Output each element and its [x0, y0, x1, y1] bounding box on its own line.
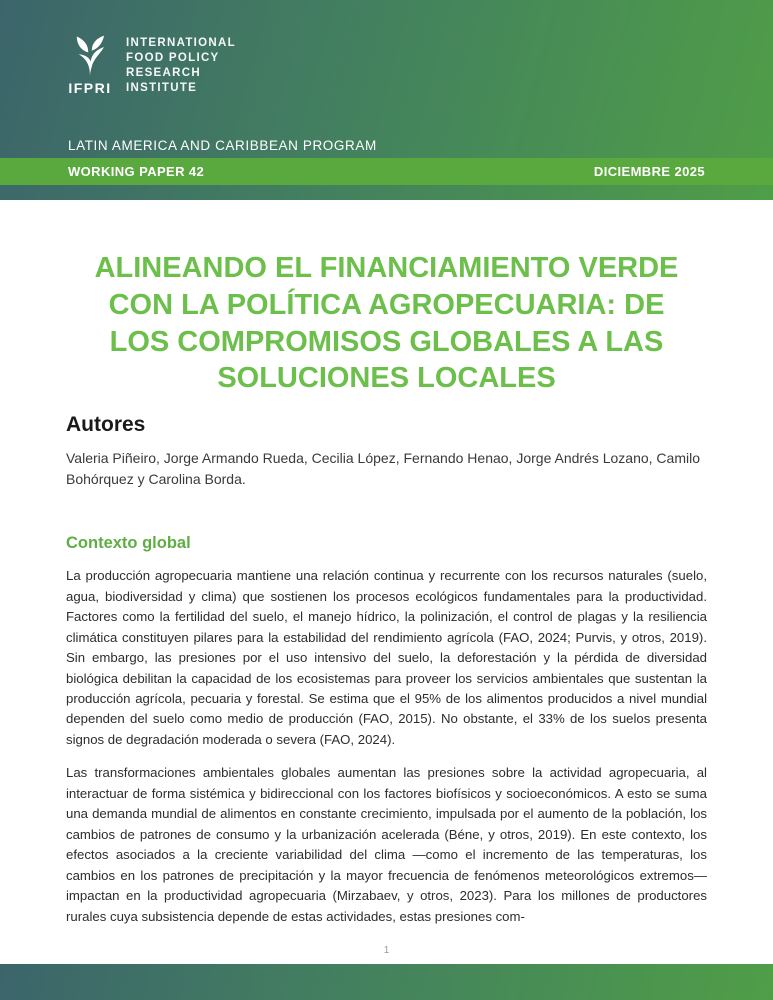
section-heading-contexto-global: Contexto global [66, 534, 191, 553]
ifpri-acronym: IFPRI [68, 80, 112, 96]
org-line-3: RESEARCH [126, 67, 201, 79]
org-line-4: INSTITUTE [126, 82, 198, 94]
title-line-4: SOLUCIONES LOCALES [217, 362, 556, 395]
paragraph-1: La producción agropecuaria mantiene una relación continua y recurrente con los recursos naturales (suelo, agua, biodiversidad y clima) que sostienen los procesos ecológicos fundamentales para la productividad. Factores como la fertilidad del suelo, el manejo hídrico, la polinización, el control de plagas y la resiliencia climática constituyen pilares para la estabilidad del rendimiento agrícola (FAO, 2024; Purvis, y otros, 2019). Sin embargo, las presiones por el uso intensivo del suelo, la deforestación y la pérdida de diversidad biológica debilitan la capacidad de los ecosistemas para proveer los servicios ambientales que sustentan la producción agrícola, pecuaria y forestal. Se estima que el 95% de los alimentos producidos a nivel mundial dependen del suelo como medio de producción (FAO, 2015). No obstante, el 33% de los suelos presenta signos de degradación moderada o severa (FAO, 2024). [66, 568, 707, 747]
document-title [56, 250, 717, 397]
org-line-2: FOOD POLICY [126, 52, 220, 64]
ifpri-logo [68, 33, 236, 96]
title-line-3: LOS COMPROMISOS GLOBALES A LAS [109, 325, 664, 358]
working-paper-bar [0, 158, 773, 185]
program-name: LATIN AMERICA AND CARIBBEAN PROGRAM [68, 138, 377, 153]
footer-banner [0, 964, 773, 1000]
ifpri-logo-block [68, 33, 112, 96]
ifpri-org-name [126, 33, 236, 96]
org-line-1: INTERNATIONAL [126, 37, 236, 49]
title-line-2: CON LA POLÍTICA AGROPECUARIA: DE [108, 288, 665, 321]
title-line-1: ALINEANDO EL FINANCIAMIENTO VERDE [94, 252, 679, 284]
paragraph-2: Las transformaciones ambientales globales aumentan las presiones sobre la actividad agropecuaria, al interactuar de forma sistémica y bidireccional con los factores biofísicos y socioeconómicos. A esto se suma una demanda mundial de alimentos en constante crecimiento, impulsada por el aumento de la población, los cambios de patrones de consumo y la urbanización acelerada (Béne, y otros, 2019). En este contexto, los efectos asociados a la creciente variabilidad del clima —como el incremento de las temperaturas, los cambios en los patrones de precipitación y la mayor frecuencia de fenómenos meteorológicos extremos— impactan en la productividad agropecuaria (Mirzabaev, y otros, 2023). Para los millones de productores rurales cuya subsistencia depende de estas actividades, estas presiones com- [66, 765, 707, 924]
header-banner [0, 0, 773, 200]
ifpri-plant-icon [68, 33, 112, 77]
authors-heading: Autores [66, 413, 146, 437]
working-paper-number: WORKING PAPER 42 [68, 164, 205, 179]
page-number: 1 [383, 945, 390, 956]
publication-date: DICIEMBRE 2025 [593, 164, 705, 179]
authors-names: Valeria Piñeiro, Jorge Armando Rueda, Cecilia López, Fernando Henao, Jorge Andrés Lozano, Camilo Bohórquez y Carolina Borda. [66, 450, 700, 488]
